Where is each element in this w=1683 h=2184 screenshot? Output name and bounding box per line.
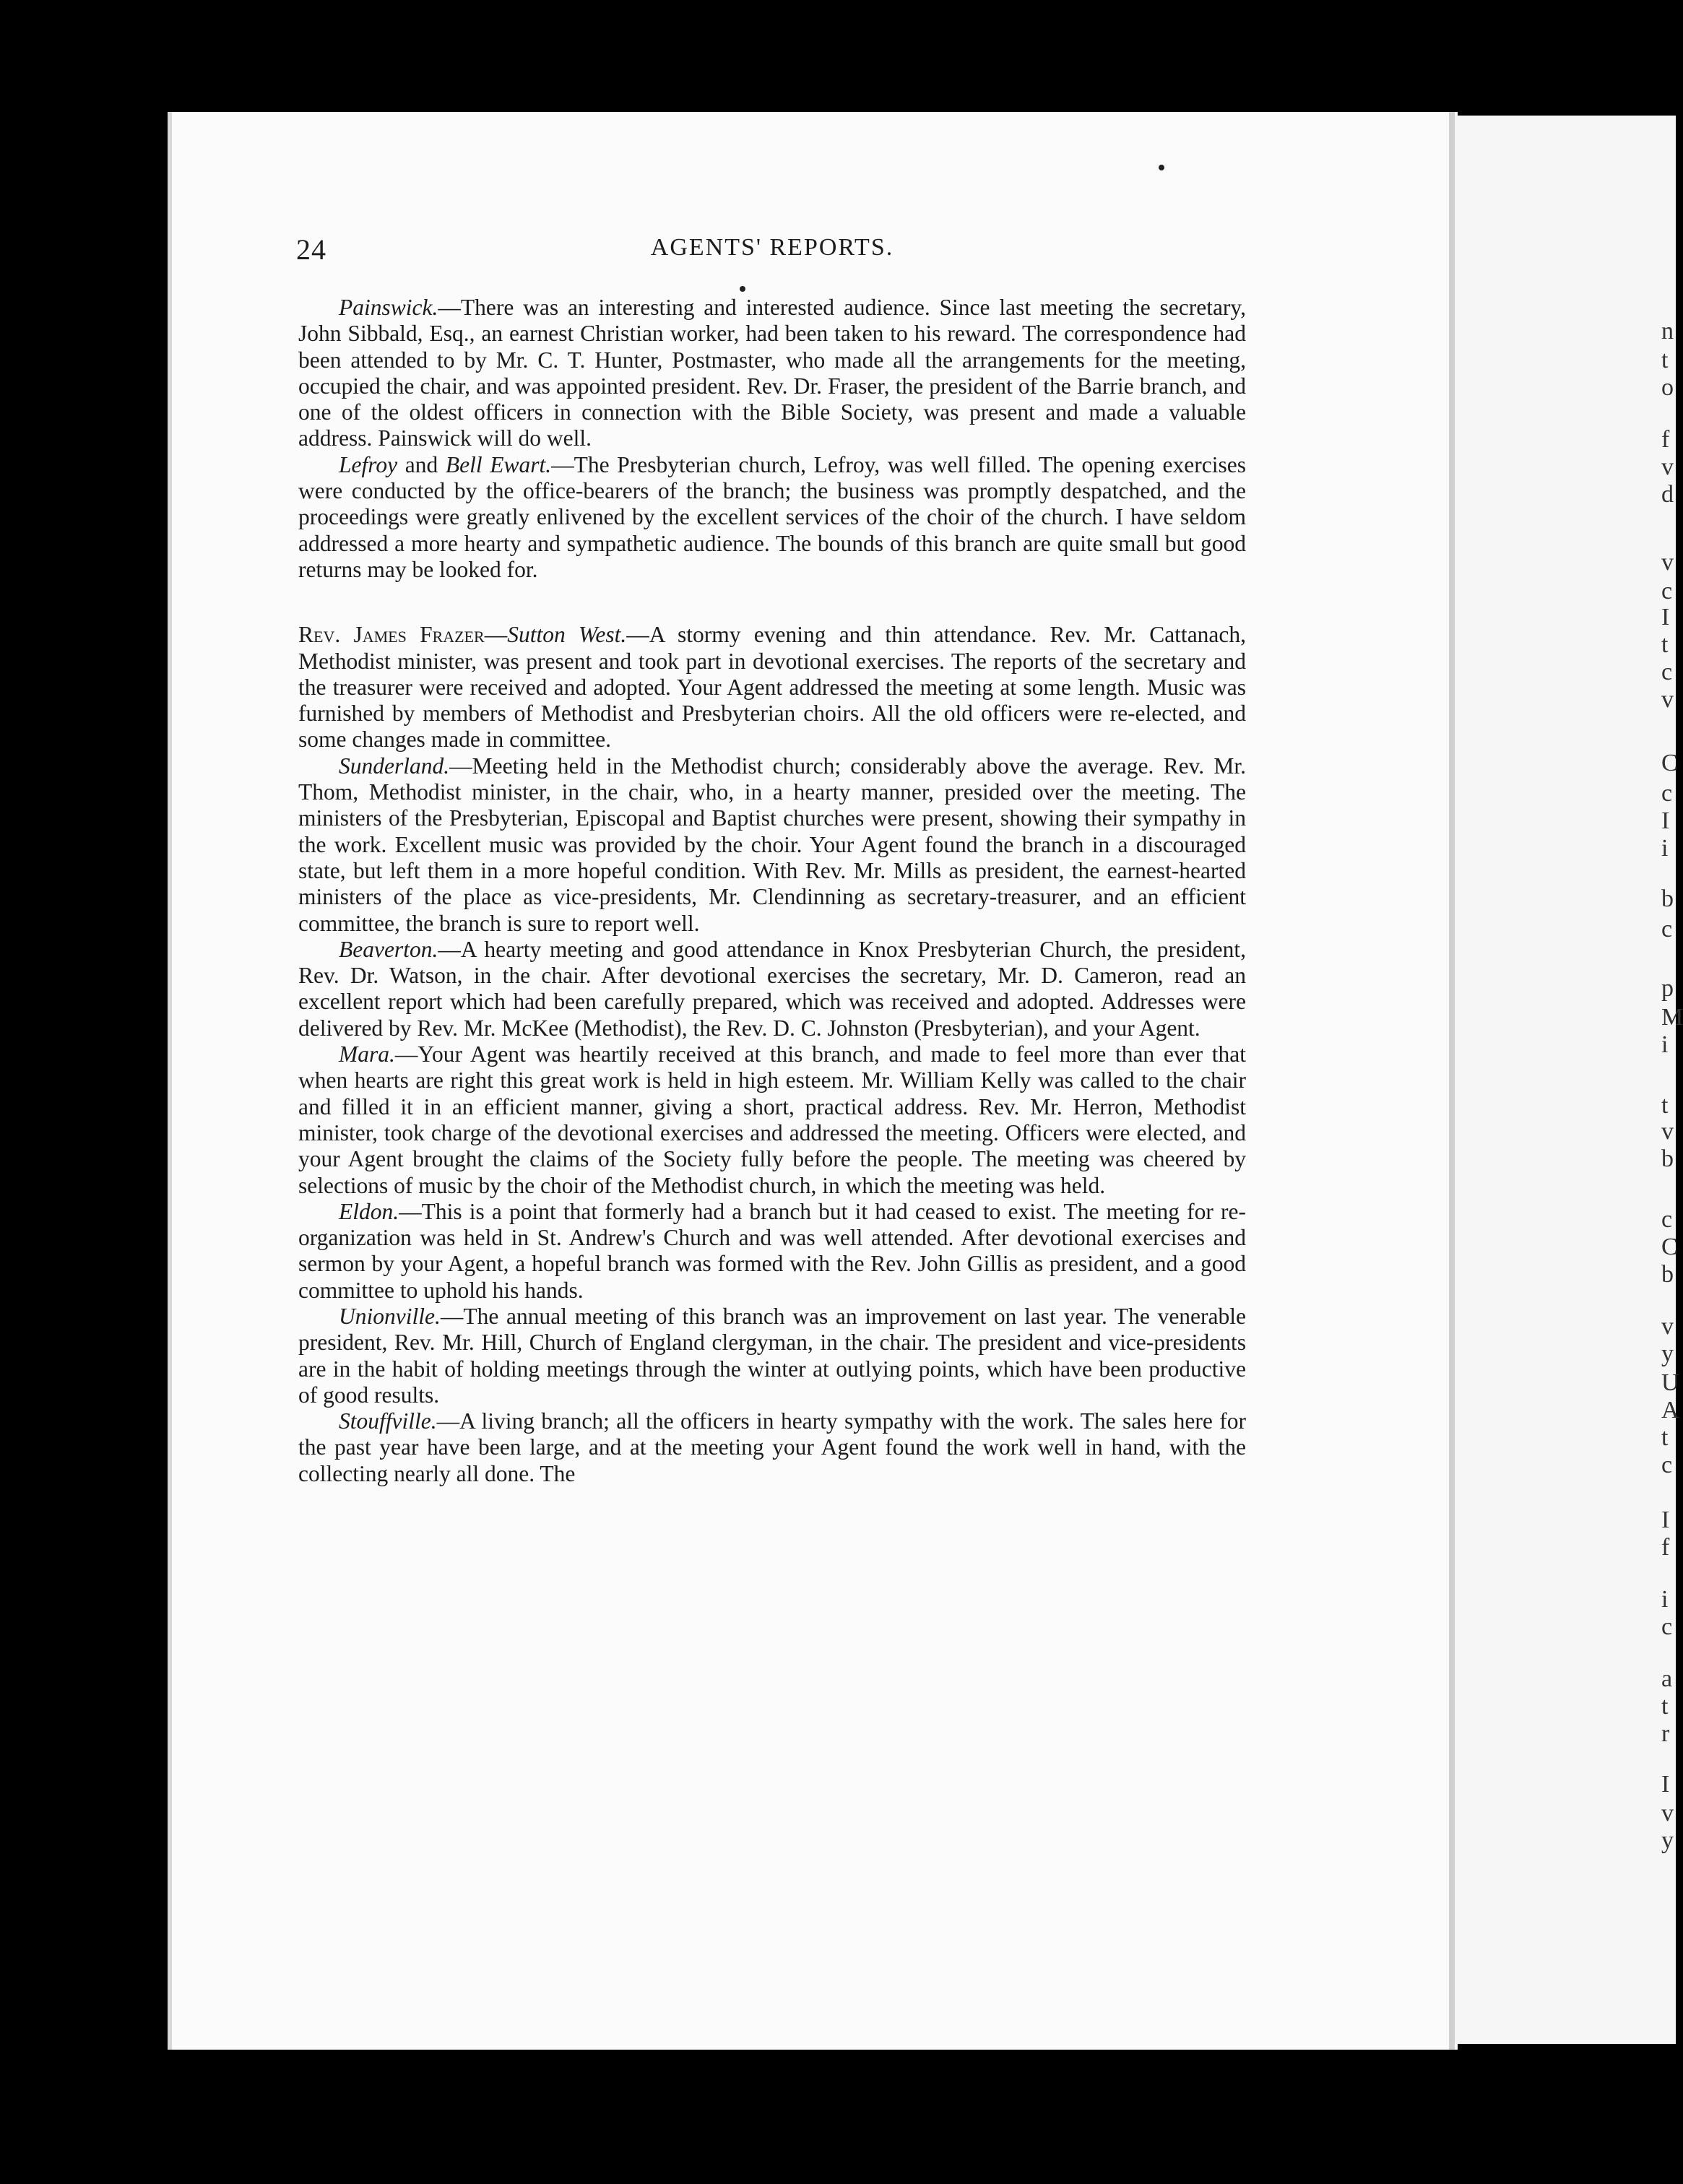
facing-page-fragment: t (1661, 1693, 1669, 1720)
paragraph-body: —Meeting held in the Methodist church; considerably above the average. Rev. Mr. Thom, Methodist minister, in the chair, who, in a hearty manner, presided over the meeting. The ministers of the Presbyterian, Episcopal and Baptist churches were present, showing their sympathy in the work. Excellent music was provided by the choir. Your Agent found the branch in a discouraged state, but left them in a more hopeful condition. With Rev. Mr. Mills as president, the earnest-hearted ministers of the place as vice-presidents, Mr. Clendinning as secretary-treasurer, and an efficient committee, the branch is sure to report well. (298, 753, 1246, 936)
facing-page-fragment: t (1661, 1092, 1669, 1119)
paragraph-painswick (298, 295, 1246, 452)
paragraph-sutton-west (298, 622, 1246, 753)
facing-page-fragment: i (1661, 1031, 1669, 1058)
facing-page-fragment: t (1661, 347, 1669, 373)
facing-page-fragment: i (1661, 835, 1669, 862)
facing-page-fragment: c (1661, 780, 1673, 807)
facing-page-fragment: v (1661, 454, 1674, 480)
facing-page-fragment: t (1661, 631, 1669, 658)
facing-page-fragment: U (1661, 1369, 1679, 1396)
facing-page-fragment: I (1661, 1771, 1670, 1798)
paragraph-body: —A hearty meeting and good attendance in Knox Presbyterian Church, the president, Rev. Dr. Watson, in the chair. After devotional exercises the secretary, Mr. D. Cameron, read an excellent report which had been carefully prepared, which was received and adopted. Addresses were delivered by Rev. Mr. McKee (Methodist), the Rev. D. C. Johnston (Presbyterian), and your Agent. (298, 936, 1246, 1041)
facing-page-fragment: v (1661, 1800, 1674, 1826)
facing-page-fragment: d (1661, 481, 1674, 508)
connector-text: and (397, 451, 446, 477)
paragraph-mara (298, 1041, 1246, 1199)
running-title: AGENTS' REPORTS. (650, 234, 894, 261)
facing-page-fragment: C (1661, 1234, 1678, 1260)
facing-page-fragment: c (1661, 1452, 1673, 1478)
place-name: Sutton West. (507, 622, 627, 648)
place-name: Painswick. (339, 295, 438, 320)
facing-page-fragment: c (1661, 1206, 1673, 1233)
facing-page-fragment: f (1661, 1534, 1670, 1561)
facing-page-fragment: o (1661, 374, 1674, 401)
print-speck (1159, 165, 1164, 170)
paragraph-body: —A stormy evening and thin attendance. Rev. Mr. Cattanach, Methodist minister, was present and took part in devotional exercises. The reports of the secretary and the treasurer were received and adopted. Your Agent addressed the meeting at some length. Music was furnished by members of Methodist and Presbyterian choirs. All the old officers were re-elected, and some changes made in committee. (298, 622, 1247, 753)
facing-page-fragment: I (1661, 604, 1670, 630)
facing-page-fragment: v (1661, 1118, 1674, 1145)
facing-page-fragment: y (1661, 1340, 1674, 1367)
page-header (296, 233, 1248, 270)
place-name: Bell Ewart. (445, 451, 552, 477)
paragraph-eldon (298, 1199, 1246, 1304)
facing-page-fragment: v (1661, 1313, 1674, 1340)
place-name: Stouffville. (339, 1408, 437, 1434)
place-name: Mara. (339, 1041, 395, 1067)
place-name: Sunderland. (339, 753, 450, 779)
facing-page-fragment: a (1661, 1665, 1673, 1692)
paragraph-body: —Your Agent was heartily received at this branch, and made to feel more than ever that when hearts are right this great work is held in high esteem. Mr. William Kelly was called to the chair and filled it in an efficient manner, giving a short, practical address. Rev. Mr. Herron, Methodist minister, took charge of the devotional exercises and addressed the meeting. Officers were elected, and your Agent brought the claims of the Society fully before the people. The meeting was cheered by selections of music by the choir of the Methodist church, in which the meeting was held. (298, 1041, 1246, 1198)
facing-page-fragment: r (1661, 1720, 1670, 1747)
facing-page-fragment: c (1661, 659, 1673, 685)
paragraph-beaverton (298, 937, 1246, 1041)
facing-page-fragment: v (1661, 549, 1674, 576)
paragraph-unionville (298, 1304, 1246, 1408)
place-name: Beaverton. (339, 936, 438, 962)
paragraph-lefroy (298, 452, 1246, 583)
paragraph-body: —There was an interesting and interested audience. Since last meeting the secretary, John Sibbald, Esq., an earnest Christian worker, had been taken to his reward. The correspondence had been attended to by Mr. C. T. Hunter, Postmaster, who made all the arrangements for the meeting, occupied the chair, and was appointed president. Rev. Dr. Fraser, the president of the Barrie branch, and one of the oldest officers in connection with the Bible Society, was present and made a valuable address. Painswick will do well. (298, 295, 1246, 451)
facing-page-fragment: c (1661, 916, 1673, 942)
paragraph-body: —A living branch; all the officers in hearty sympathy with the work. The sales here for the past year have been large, and at the meeting your Agent found the work well in hand, with the collecting nearly all done. The (298, 1408, 1246, 1486)
facing-page-fragment: b (1661, 1261, 1674, 1288)
facing-page-fragment: y (1661, 1827, 1674, 1854)
page-number: 24 (296, 233, 326, 266)
facing-page-fragment: A (1661, 1397, 1679, 1424)
paragraph-body: —The annual meeting of this branch was an improvement on last year. The venerable president, Rev. Mr. Hill, Church of England clergyman, in the chair. The president and vice-presidents are in the habit of holding meetings through the winter at outlying points, which have been productive of good results. (298, 1303, 1246, 1408)
facing-page-fragment: c (1661, 578, 1673, 604)
facing-page-fragment: I (1661, 807, 1670, 834)
place-name: Lefroy (339, 451, 398, 477)
place-name: Eldon. (339, 1198, 399, 1224)
report-text (298, 295, 1246, 1487)
book-spine (1449, 112, 1455, 2050)
facing-page-fragment: n (1661, 318, 1674, 344)
facing-page-fragment: i (1661, 1586, 1669, 1613)
paragraph-sunderland (298, 753, 1246, 937)
facing-page-fragment: f (1661, 426, 1670, 453)
agent-name: Rev. James Frazer— (298, 622, 508, 648)
facing-page-fragment: C (1661, 750, 1678, 776)
facing-page-fragment: t (1661, 1424, 1669, 1451)
facing-page (1455, 116, 1676, 2044)
facing-page-fragment: b (1661, 885, 1674, 912)
paragraph-stouffville (298, 1408, 1246, 1487)
facing-page-fragment: b (1661, 1145, 1674, 1172)
facing-page-fragment: v (1661, 686, 1674, 713)
paragraph-body: —This is a point that formerly had a branch but it had ceased to exist. The meeting for re-organization was held in St. Andrew's Church and was well attended. After devotional exercises and sermon by your Agent, a hopeful branch was formed with the Rev. John Gillis as president, and a good committee to uphold his hands. (298, 1198, 1246, 1303)
print-speck (740, 286, 745, 292)
facing-page-fragment: I (1661, 1507, 1670, 1533)
place-name: Unionville. (339, 1303, 441, 1329)
facing-page-fragment: p (1661, 975, 1674, 1002)
facing-page-fragment: c (1661, 1613, 1673, 1640)
facing-page-fragment: M (1661, 1004, 1683, 1031)
paragraph-body: —The Presbyterian church, Lefroy, was well filled. The opening exercises were conducted by the office-bearers of the branch; the business was promptly despatched, and the proceedings were greatly enlivened by the excellent services of the choir of the church. I have seldom addressed a more hearty and sympathetic audience. The bounds of this branch are quite small but good returns may be looked for. (298, 451, 1246, 582)
